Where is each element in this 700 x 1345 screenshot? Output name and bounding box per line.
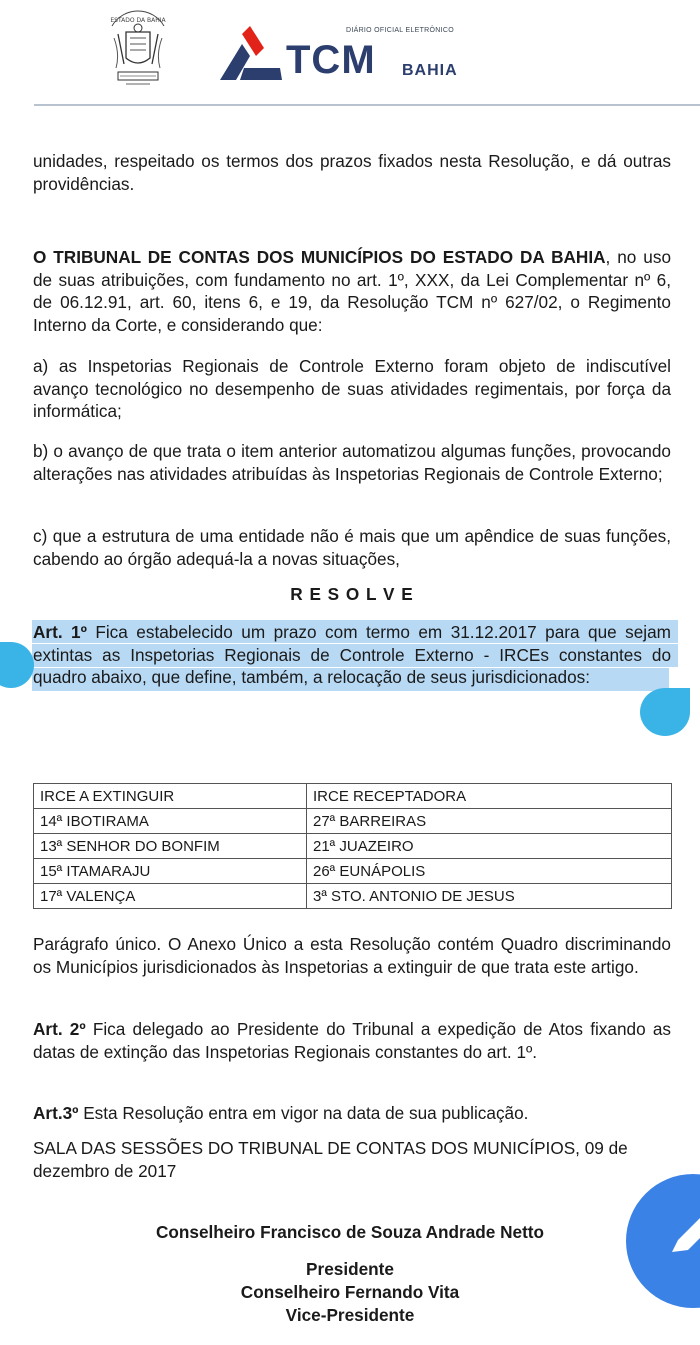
preamble-title: O TRIBUNAL DE CONTAS DOS MUNICÍPIOS DO ESTADO DA BAHIA [33, 247, 606, 267]
preamble-text: , no uso de suas atribuições, com fundamento no art. 1º, XXX, da Lei Complementar nº 6, de 06.12.91, art. 60, itens 6, e 19, da Resolução TCM nº 627/02, o Regimento Interno da Corte, e considerando que: [33, 247, 672, 335]
art3-text: Esta Resolução entra em vigor na data de sua publicação. [78, 1103, 529, 1123]
signature-vice-name: Conselheiro Fernando Vita [240, 1282, 460, 1302]
table-row [34, 884, 672, 909]
selection-end-handle[interactable] [640, 688, 690, 736]
table-row [34, 834, 672, 859]
table-cell: 26ª EUNÁPOLIS [307, 859, 672, 884]
art3-label: Art.3º [33, 1103, 79, 1123]
paragrafo-unico: Parágrafo único. O Anexo Único a esta Resolução contém Quadro discriminando os Municípios jurisdicionados às Inspetorias a extinguir de que trata este artigo. [33, 934, 671, 977]
art3-paragraph [33, 1102, 671, 1125]
signature-vice-title: Vice-Presidente [285, 1305, 415, 1325]
resolve-heading: R E S O L V E [290, 584, 414, 604]
selection-start-handle[interactable] [0, 642, 34, 688]
item-a: a) as Inspetorias Regionais de Controle Externo foram objeto de indiscutível avanço tecnológico no desempenho de suas atividades regimentais, por força da informática; [33, 356, 671, 421]
table-header-cell: IRCE A EXTINGUIR [34, 784, 307, 809]
table-cell: 13ª SENHOR DO BONFIM [34, 834, 307, 859]
table-row [34, 859, 672, 884]
table-cell: 21ª JUAZEIRO [307, 834, 672, 859]
table-header-cell: IRCE RECEPTADORA [307, 784, 672, 809]
item-b: b) o avanço de que trata o item anterior automatizou algumas funções, provocando alterações nas atividades atribuídas às Inspetorias Regionais de Controle Externo; [33, 441, 671, 484]
tcm-triangle-logo-icon [220, 26, 282, 80]
table-cell: 3ª STO. ANTONIO DE JESUS [307, 884, 672, 909]
irce-table [33, 783, 672, 909]
signature-president-title: Presidente [306, 1259, 394, 1279]
coat-of-arms-icon [104, 8, 172, 94]
table-row [34, 809, 672, 834]
table-cell: 14ª IBOTIRAMA [34, 809, 307, 834]
preamble-paragraph [33, 246, 671, 336]
art1-text: Fica estabelecido um prazo com termo em 31.12.2017 para que sejam extintas as Inspetorias Regionais de Controle Externo - IRCEs constantes do quadro abaixo, que define, também, a relocação de seus jurisdicionados: [33, 622, 672, 687]
signature-president-name: Conselheiro Francisco de Souza Andrade Netto [155, 1222, 545, 1242]
table-cell: 27ª BARREIRAS [307, 809, 672, 834]
art1-paragraph[interactable] [33, 621, 671, 689]
pencil-icon [664, 1216, 700, 1256]
art2-label: Art. 2º [33, 1019, 86, 1039]
logo-bahia-text: BAHIA [402, 62, 458, 79]
seal-text: ESTADO DA BAHIA [110, 17, 166, 24]
art1-label: Art. 1º [33, 622, 87, 642]
document-header [0, 0, 700, 106]
logo-tcm-text: TCM [286, 38, 376, 82]
art2-text: Fica delegado ao Presidente do Tribunal a expedição de Atos fixando as datas de extinção das Inspetorias Regionais constantes do art. 1º. [33, 1019, 672, 1062]
table-cell: 17ª VALENÇA [34, 884, 307, 909]
intro-paragraph: unidades, respeitado os termos dos prazos fixados nesta Resolução, e dá outras providências. [33, 151, 671, 194]
item-c: c) que a estrutura de uma entidade não é mais que um apêndice de suas funções, cabendo ao órgão adequá-la a novas situações, [33, 526, 671, 569]
art2-paragraph [33, 1018, 671, 1063]
table-cell: 15ª ITAMARAJU [34, 859, 307, 884]
table-header-row [34, 784, 672, 809]
header-divider [34, 104, 700, 106]
diario-oficial-label: DIÁRIO OFICIAL ELETRÔNICO [346, 27, 454, 34]
sala-paragraph: SALA DAS SESSÕES DO TRIBUNAL DE CONTAS DOS MUNICÍPIOS, 09 de dezembro de 2017 [33, 1138, 628, 1181]
